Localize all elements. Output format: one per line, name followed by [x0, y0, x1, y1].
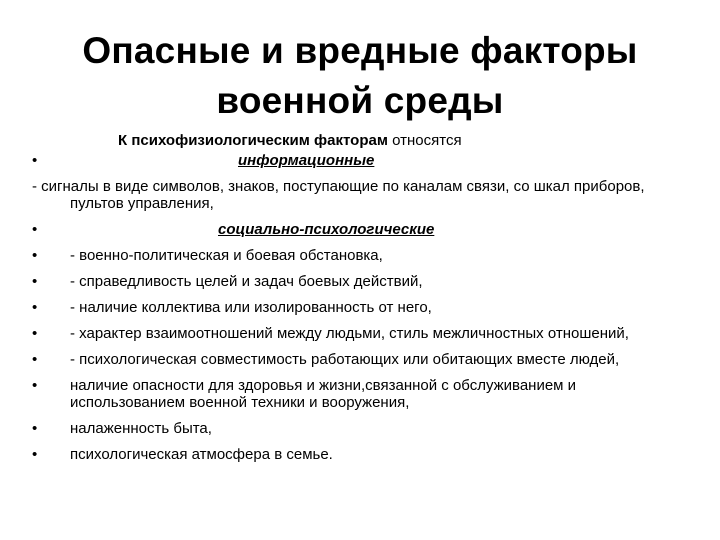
- list-item: [32, 420, 692, 437]
- bullet-icon: •: [32, 247, 38, 264]
- list-item-heading-social: [32, 221, 692, 238]
- intro-rest-text: относятся: [387, 132, 462, 149]
- list-item-text: наличие опасности для здоровья и жизни,связанной с обслуживанием и использованием военной техники и вооружения,: [70, 377, 577, 411]
- list-item-text: - психологическая совместимость работающих или обитающих вместе людей,: [70, 351, 620, 368]
- list-item-text: - справедливость целей и задач боевых действий,: [70, 273, 423, 290]
- slide-title-line-2: военной среды: [216, 80, 504, 121]
- list-item: [32, 273, 692, 290]
- bullet-icon: •: [32, 152, 38, 169]
- bullet-icon: •: [32, 351, 38, 368]
- list-item-heading-informational: [32, 152, 692, 169]
- list-item: [32, 325, 692, 342]
- list-item-text: - наличие коллектива или изолированность от него,: [70, 299, 432, 316]
- list-item: [32, 299, 692, 316]
- list-item-text: - военно-политическая и боевая обстановка,: [70, 247, 383, 264]
- bullet-icon: •: [32, 420, 38, 437]
- heading-social-psychological: социально-психологические: [218, 221, 435, 238]
- list-item-text: психологическая атмосфера в семье.: [70, 446, 333, 463]
- list-item: [32, 377, 692, 411]
- bullet-icon: •: [32, 221, 38, 238]
- list-item-plain: [32, 178, 692, 212]
- factor-list: [32, 152, 692, 472]
- bullet-icon: •: [32, 446, 38, 463]
- slide-title: [30, 26, 690, 126]
- slide-title-line-1: Опасные и вредные факторы: [82, 30, 638, 71]
- intro-line: [118, 132, 462, 150]
- list-item: [32, 446, 692, 463]
- bullet-icon: •: [32, 299, 38, 316]
- list-item-text: - характер взаимоотношений между людьми, стиль межличностных отношений,: [70, 325, 629, 342]
- bullet-icon: •: [32, 325, 38, 342]
- heading-informational: информационные: [238, 152, 375, 169]
- bullet-icon: •: [32, 377, 38, 394]
- list-item-text: - сигналы в виде символов, знаков, поступающие по каналам связи, со шкал приборов, пультов управления,: [32, 178, 645, 212]
- bullet-icon: •: [32, 273, 38, 290]
- list-item: [32, 351, 692, 368]
- intro-bold-text: К психофизиологическим факторам: [118, 132, 388, 149]
- list-item: [32, 247, 692, 264]
- list-item-text: налаженность быта,: [70, 420, 212, 437]
